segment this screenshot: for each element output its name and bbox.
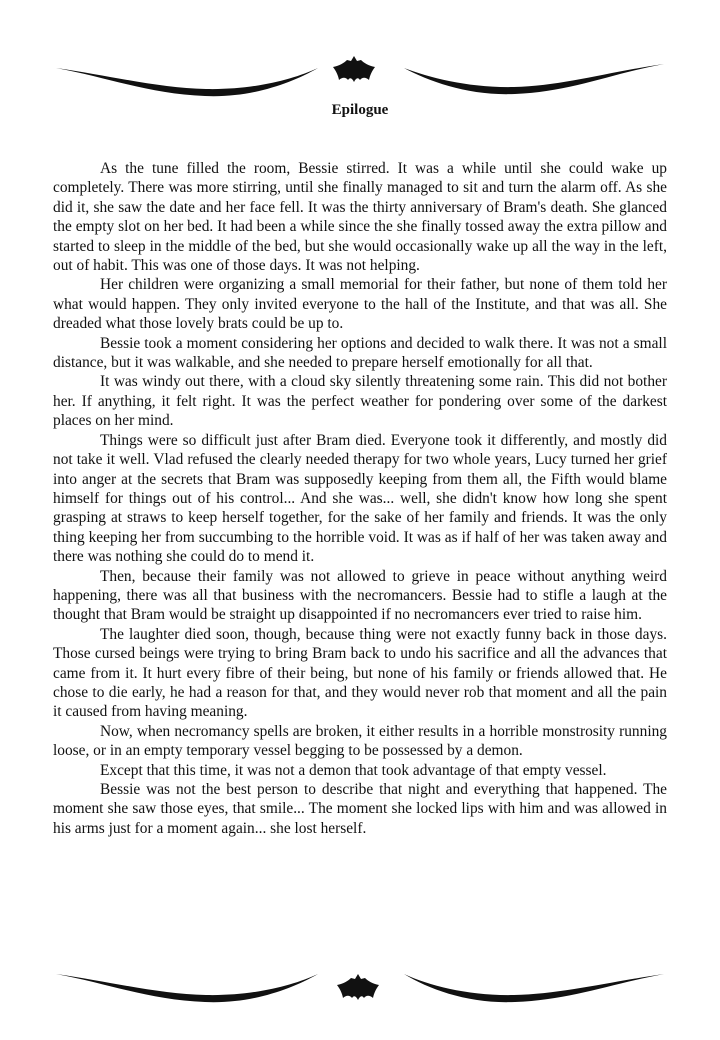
chapter-body — [53, 159, 667, 838]
paragraph: Then, because their family was not allowed to grieve in peace without anything weird happening, there was all that business with the necromancers. Bessie had to stifle a laugh at the thought that Bram would be straight up disappointed if no necromancers ever tried to raise him. — [53, 567, 667, 624]
paragraph: Bessie took a moment considering her options and decided to walk there. It was not a small distance, but it was walkable, and she needed to prepare herself emotionally for all that. — [53, 334, 667, 372]
bat-divider-icon — [0, 960, 720, 1020]
top-ornament-divider — [0, 44, 720, 104]
paragraph: As the tune filled the room, Bessie stirred. It was a while until she could wake up completely. There was more stirring, until she finally managed to sit and turn the alarm off. As she did it, she saw the date and her face fell. It was the thirty anniversary of Bram's death. She glanced the empty slot on her bed. It had been a while since the she finally tossed away the extra pillow and started to sleep in the middle of the bed, but she would occasionally wake up all the way in the left, out of habit. This was one of those days. It was not helping. — [53, 160, 667, 275]
paragraph: Now, when necromancy spells are broken, it either results in a horrible monstrosity running loose, or in an empty temporary vessel begging to be possessed by a demon. — [53, 722, 667, 760]
paragraph: Bessie was not the best person to describe that night and everything that happened. The moment she saw those eyes, that smile... The moment she locked lips with him and was allowed in his arms just for a moment again... she lost herself. — [53, 781, 667, 837]
paragraph: The laughter died soon, though, because thing were not exactly funny back in those days. Those cursed beings were trying to bring Bram back to undo his sacrifice and all the advances that came from it. It hurt every fibre of their being, but none of his family or friends allowed that. He chose to die early, he had a reason for that, and they would never rob that moment and all the pain it caused from having meaning. — [53, 625, 667, 721]
paragraph: Except that this time, it was not a demon that took advantage of that empty vessel. — [100, 761, 607, 779]
paragraph: Her children were organizing a small memorial for their father, but none of them told her what would happen. They only invited everyone to the hall of the Institute, and that was all. She dreaded what those lovely brats could be up to. — [53, 276, 667, 333]
bottom-ornament-divider — [0, 960, 720, 1020]
bat-divider-icon — [0, 44, 720, 104]
paragraph: It was windy out there, with a cloud sky silently threatening some rain. This did not bother her. If anything, it felt right. It was the perfect weather for pondering over some of the darkest places on her mind. — [53, 373, 667, 430]
paragraph: Things were so difficult just after Bram died. Everyone took it differently, and mostly did not take it well. Vlad refused the clearly needed therapy for two whole years, Lucy turned her grief into anger at the secrets that Bram was supposedly keeping from them all, the Fifth would blame himself for things out of his control... And she was... well, she didn't know how long she spent grasping at straws to keep herself together, for the sake of her family and friends. It was the only thing keeping her from succumbing to the horrible void. It was as if half of her was taken away and there was nothing she could do to mend it. — [53, 431, 667, 566]
chapter-title: Epilogue — [331, 102, 389, 118]
